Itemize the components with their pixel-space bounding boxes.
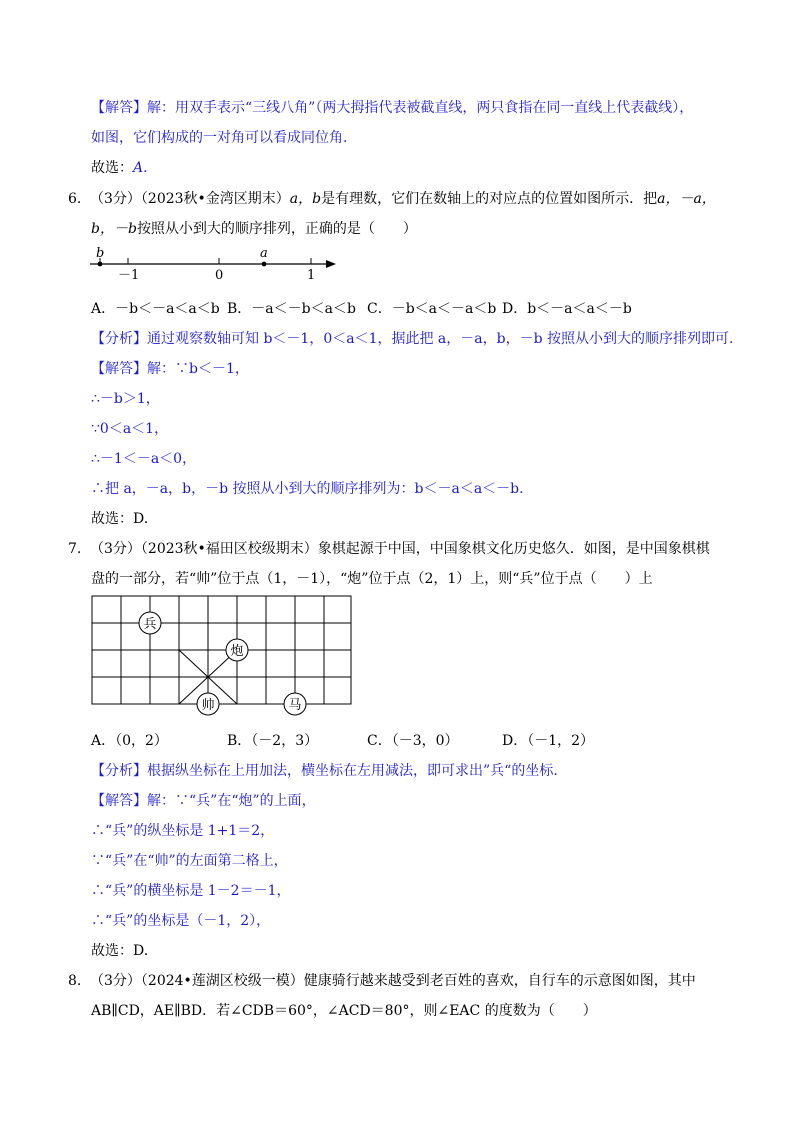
q7-choice: 故选：D. <box>91 943 149 959</box>
label-minus1: －1 <box>118 268 140 282</box>
q6-stem-line1: 6. （3分）（2023秋•金湾区期末）a，b是有理数，它们在数轴上的对应点的位置如图所示．把a，－a， <box>68 191 716 207</box>
q7-solution-line5: ∴“兵”的坐标是（－1，2）， <box>91 913 271 929</box>
q6-stem-line2: b，－b按照从小到大的顺序排列，正确的是（ ） <box>91 221 417 237</box>
q6-analysis: 【分析】通过观察数轴可知 b＜－1，0＜a＜1，据此把 a，－a，b，－b 按照从小到大的顺序排列即可. <box>91 331 734 347</box>
q6-solution-line5: ∴把 a，－a，b，－b 按照从小到大的顺序排列为：b＜－a＜a＜－b. <box>91 481 524 497</box>
q7-option-d[interactable]: D．（－1，2） <box>502 733 595 749</box>
q6-solution-line4: ∴－1＜－a＜0， <box>91 451 197 467</box>
q7-option-a[interactable]: A．（0，2） <box>91 733 168 749</box>
q7-solution-line4: ∴“兵”的横坐标是 1－2＝－1， <box>91 883 291 899</box>
label-a: a <box>260 246 268 261</box>
label-b: b <box>96 246 105 261</box>
q8-stem-line2: AB∥CD，AE∥BD．若∠CDB＝60°，∠ACD＝80°，则∠EAC 的度数为（ ） <box>91 1003 597 1019</box>
q6-option-d[interactable]: D．b＜－a＜a＜－b <box>502 301 632 317</box>
q6-solution-line2: ∴－b＞1， <box>91 391 160 407</box>
label-1: 1 <box>307 268 316 282</box>
q7-solution-line2: ∴“兵”的纵坐标是 1+1＝2， <box>91 823 275 839</box>
svg-text:马: 马 <box>288 698 302 713</box>
piece-pao <box>226 639 248 661</box>
q6-choice: 故选：D. <box>91 511 149 527</box>
chessboard-figure <box>90 594 355 716</box>
q6-solution-line1: 【解答】解：∵b＜－1， <box>91 361 249 377</box>
board-grid <box>92 596 351 704</box>
piece-ma <box>284 693 306 715</box>
q6-option-a[interactable]: A．－b＜－a＜a＜b <box>91 301 220 317</box>
q8-number: 8. <box>68 973 82 989</box>
number-line-figure <box>88 244 338 282</box>
q7-number: 7. <box>68 541 82 557</box>
q6-option-c[interactable]: C．－b＜a＜－a＜b <box>367 301 497 317</box>
point-b <box>98 262 103 267</box>
q7-stem-line1: 7. （3分）（2023秋•福田区校级期末）象棋起源于中国，中国象棋文化历史悠久．如图，是中国象棋棋 <box>68 541 710 557</box>
q5-answer-line1: 【解答】解：用双手表示“三线八角”（两大拇指代表被截直线，两只食指在同一直线上代表截线）， <box>91 100 694 116</box>
q5-answer-line2: 如图，它们构成的一对角可以看成同位角. <box>91 130 348 146</box>
q6-option-b[interactable]: B．－a＜－b＜a＜b <box>227 301 356 317</box>
q6-number: 6. <box>68 191 82 207</box>
svg-text:兵: 兵 <box>143 617 157 632</box>
q5-choice: 故选：A. <box>91 160 148 176</box>
label-0: 0 <box>215 268 224 282</box>
q7-stem-line2: 盘的一部分，若“帅”位于点（1，－1），“炮”位于点（2，1）上，则“兵”位于点（ ）上 <box>91 571 653 587</box>
q7-analysis: 【分析】根据纵坐标在上用加法，横坐标在左用减法，即可求出”兵“的坐标. <box>91 763 558 779</box>
number-line-arrow <box>326 260 336 268</box>
piece-shuai <box>197 693 219 715</box>
q8-stem-line1: 8. （3分）（2024•莲湖区校级一模）健康骑行越来越受到老百姓的喜欢，自行车的示意图如图，其中 <box>68 973 696 989</box>
q7-option-b[interactable]: B．（－2，3） <box>227 733 319 749</box>
point-a <box>262 262 267 267</box>
piece-bing <box>139 612 161 634</box>
svg-text:炮: 炮 <box>230 644 244 659</box>
q7-solution-line3: ∵“兵”在“帅”的左面第二格上， <box>91 853 288 869</box>
svg-text:帅: 帅 <box>201 698 215 713</box>
q7-option-c[interactable]: C．（－3，0） <box>367 733 459 749</box>
q6-solution-line3: ∵0＜a＜1， <box>91 421 169 437</box>
q7-solution-line1: 【解答】解：∵“兵”在“炮”的上面， <box>91 793 316 809</box>
